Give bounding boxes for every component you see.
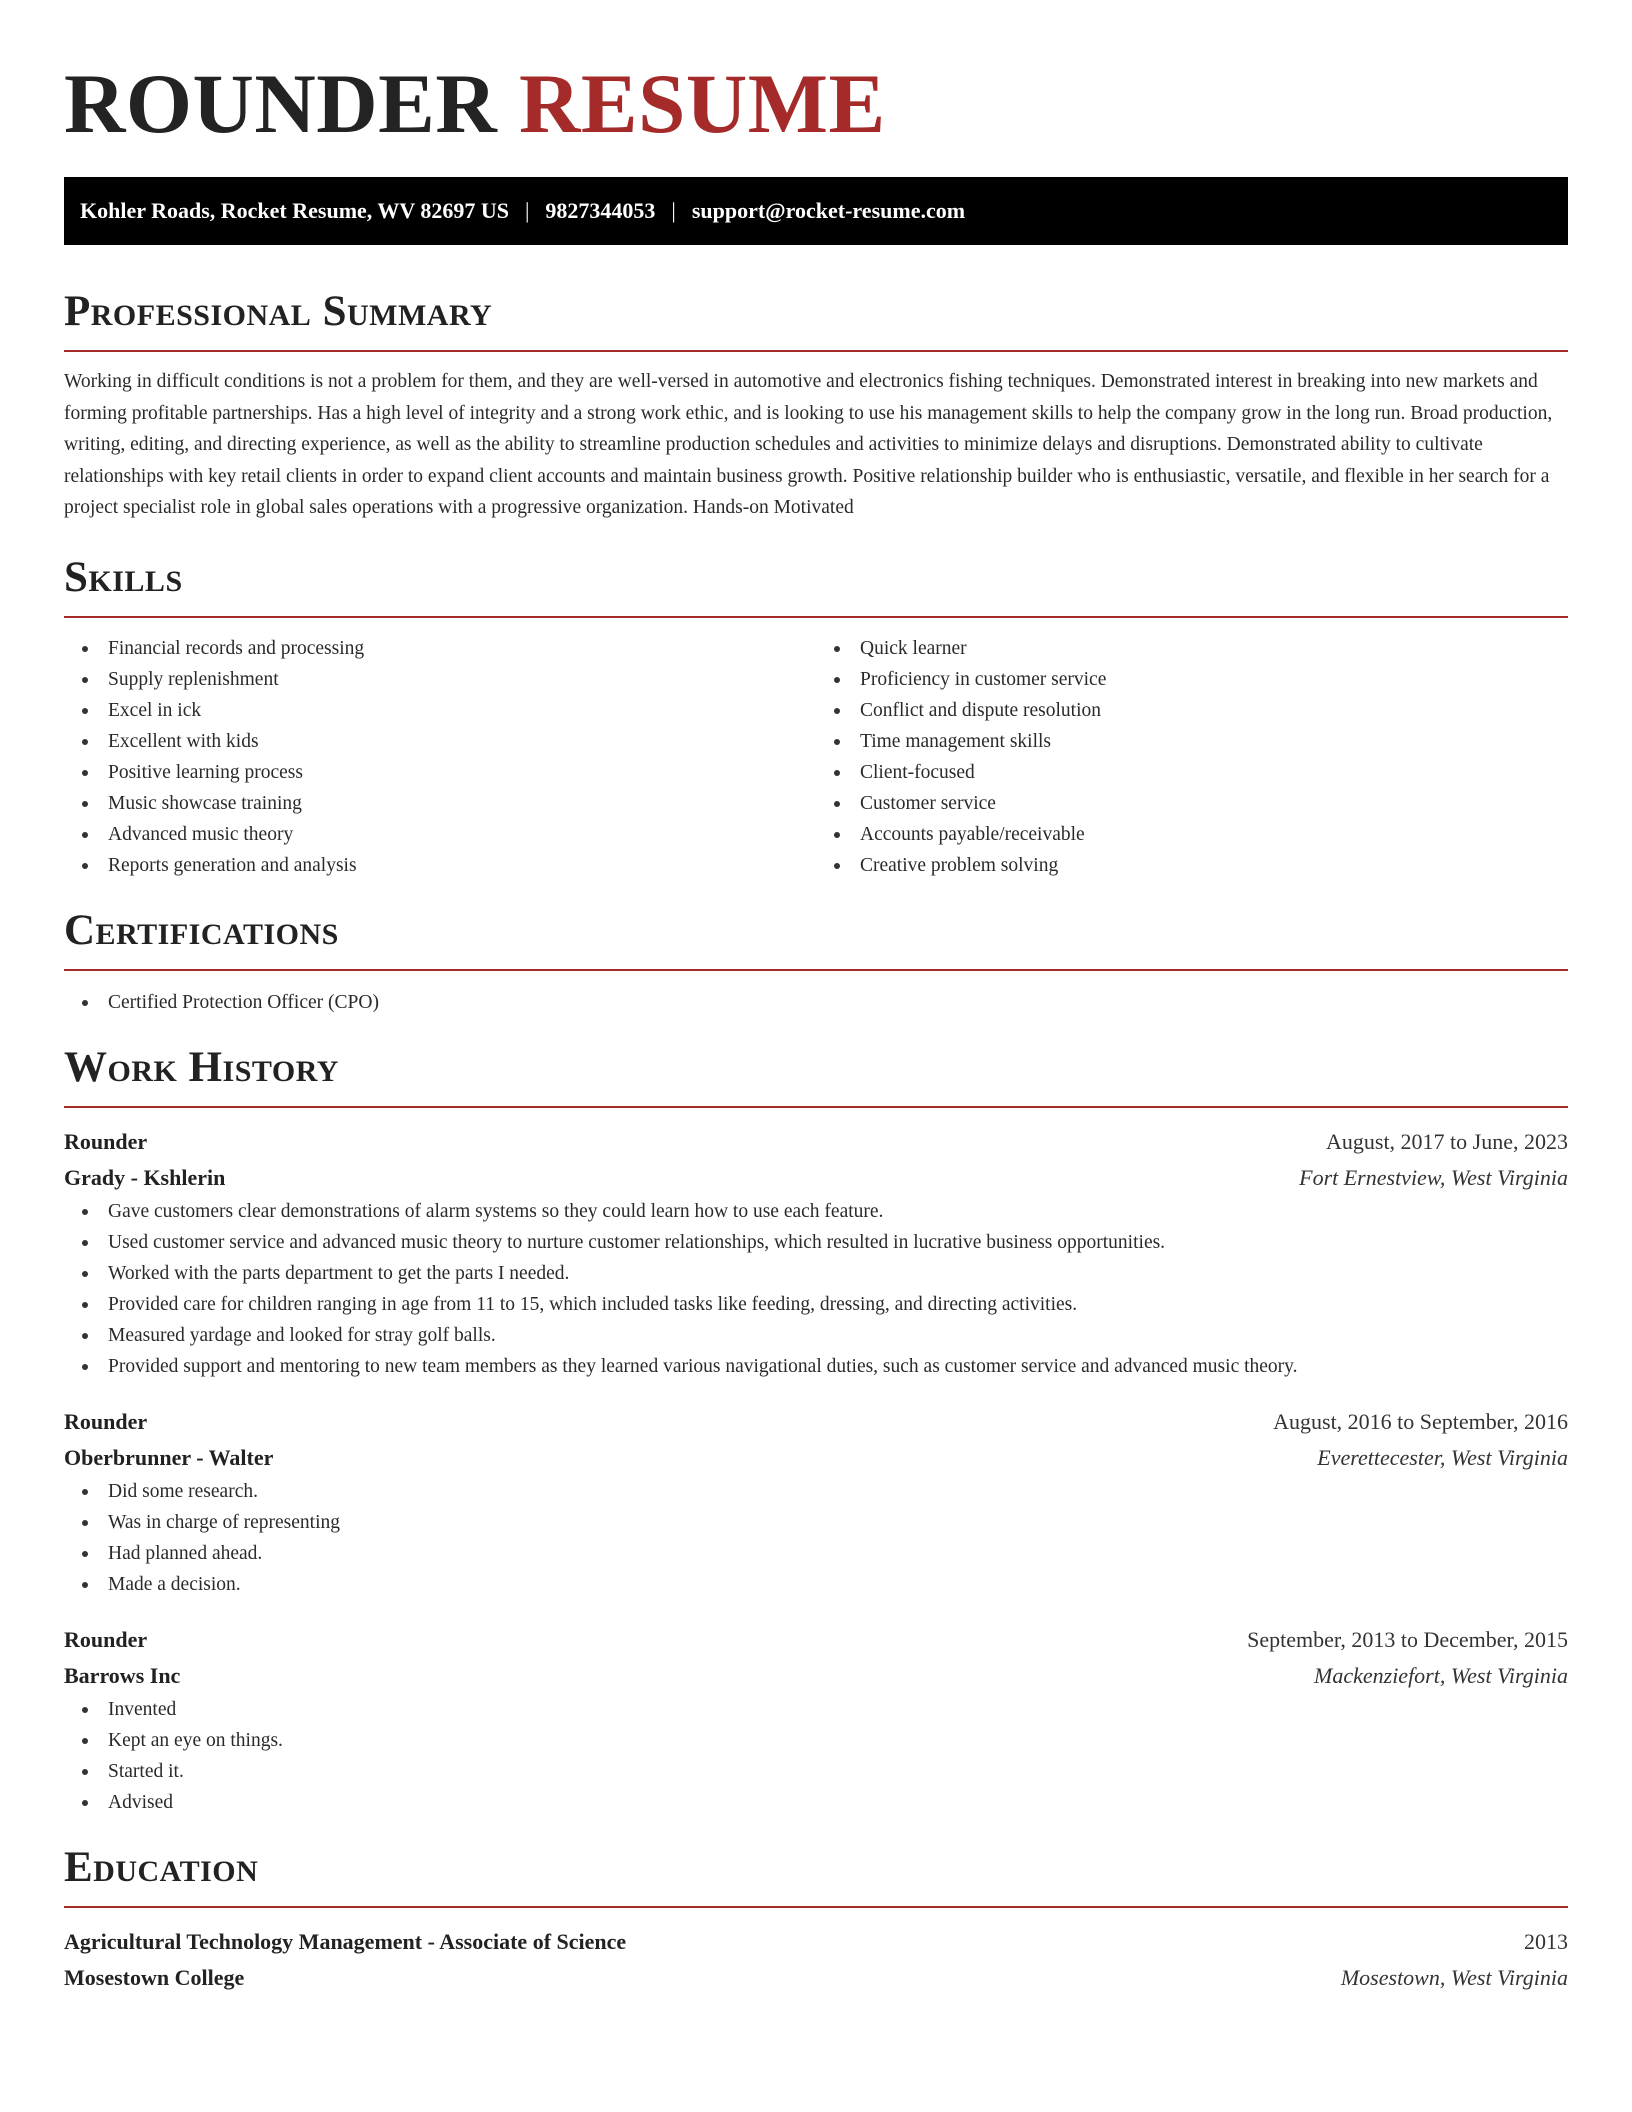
skill-item: Excellent with kids: [64, 726, 816, 757]
job-duties: [64, 1476, 1568, 1600]
degree: Agricultural Technology Management - Associate of Science: [64, 1928, 627, 1954]
job-company: Barrows Inc: [64, 1662, 181, 1688]
job-duty: Measured yardage and looked for stray golf balls.: [64, 1320, 1568, 1351]
section-divider: [64, 616, 1568, 618]
job-dates: August, 2017 to June, 2023: [1326, 1128, 1568, 1154]
job-duty: Had planned ahead.: [64, 1538, 1568, 1569]
skill-item: Excel in ick: [64, 695, 816, 726]
school-location: Mosestown, West Virginia: [1340, 1964, 1568, 1990]
skills-section: [64, 553, 1568, 881]
skill-item: Time management skills: [816, 726, 1568, 757]
certification-item: Certified Protection Officer (CPO): [64, 987, 1568, 1018]
section-title-summary: Professional Summary: [64, 288, 493, 335]
job-location: Mackenziefort, West Virginia: [1314, 1662, 1568, 1688]
skill-item: Proficiency in customer service: [816, 664, 1568, 695]
skill-item: Reports generation and analysis: [64, 850, 816, 881]
job-dates: September, 2013 to December, 2015: [1247, 1626, 1568, 1652]
contact-address: Kohler Roads, Rocket Resume, WV 82697 US: [80, 198, 510, 223]
certifications-list: [64, 987, 1568, 1018]
skill-item: Client-focused: [816, 757, 1568, 788]
section-divider: [64, 1906, 1568, 1908]
job-dates: August, 2016 to September, 2016: [1273, 1408, 1568, 1434]
education-section: [64, 1843, 1568, 1996]
job-duty: Provided support and mentoring to new team members as they learned various navigational duties, such as customer service and advanced music theory.: [64, 1351, 1568, 1382]
contact-email: support@rocket-resume.com: [691, 198, 966, 223]
skill-item: Creative problem solving: [816, 850, 1568, 881]
section-divider: [64, 1106, 1568, 1108]
section-divider: [64, 969, 1568, 971]
skills-list-right: [816, 633, 1568, 881]
job-entry: [64, 1124, 1568, 1382]
skills-grid: [64, 633, 1568, 881]
job-entry: [64, 1622, 1568, 1818]
job-subheader: [64, 1160, 1568, 1196]
skill-item: Accounts payable/receivable: [816, 819, 1568, 850]
skills-list-left: [64, 633, 816, 881]
job-location: Everettecester, West Virginia: [1317, 1444, 1568, 1470]
education-header: [64, 1924, 1568, 1960]
job-duty: Started it.: [64, 1756, 1568, 1787]
job-duty: Was in charge of representing: [64, 1507, 1568, 1538]
work-history-section: [64, 1043, 1568, 1818]
job-duty: Used customer service and advanced music theory to nurture customer relationships, which resulted in lucrative business opportunities.: [64, 1227, 1568, 1258]
last-name: RESUME: [518, 57, 886, 151]
job-header: [64, 1622, 1568, 1658]
job-duty: Kept an eye on things.: [64, 1725, 1568, 1756]
job-subheader: [64, 1440, 1568, 1476]
section-divider: [64, 350, 1568, 352]
job-duty: Did some research.: [64, 1476, 1568, 1507]
contact-phone: 9827344053: [545, 198, 656, 223]
education-entry: [64, 1924, 1568, 1996]
job-duty: Provided care for children ranging in age from 11 to 15, which included tasks like feeding, dressing, and directing activities.: [64, 1289, 1568, 1320]
job-title: Rounder: [64, 1128, 148, 1154]
job-location: Fort Ernestview, West Virginia: [1299, 1164, 1568, 1190]
job-company: Grady - Kshlerin: [64, 1164, 226, 1190]
section-title-skills: Skills: [64, 553, 183, 601]
candidate-name: [64, 0, 1568, 152]
contact-separator: |: [525, 198, 530, 223]
job-duty: Made a decision.: [64, 1569, 1568, 1600]
summary-text: Working in difficult conditions is not a problem for them, and they are well-versed in automotive and electronics fishing techniques. Demonstrated interest in breaking into new markets and forming profitable partnerships. Has a high level of integrity and a strong work ethic, and is looking to use his management skills to help the company grow in the long run. Broad production, writing, editing, and directing experience, as well as the ability to streamline production schedules and activities to minimize delays and disruptions. Demonstrated ability to cultivate relationships with key retail clients in order to expand client accounts and maintain business growth. Positive relationship builder who is enthusiastic, versatile, and flexible in her search for a project specialist role in global sales operations with a progressive organization. Hands-on Motivated: [64, 371, 1553, 518]
job-entry: [64, 1404, 1568, 1600]
job-company: Oberbrunner - Walter: [64, 1444, 274, 1470]
job-duty: Advised: [64, 1787, 1568, 1818]
education-subheader: [64, 1960, 1568, 1996]
job-duties: [64, 1196, 1568, 1382]
skill-item: Music showcase training: [64, 788, 816, 819]
skill-item: Quick learner: [816, 633, 1568, 664]
job-header: [64, 1124, 1568, 1160]
job-duties: [64, 1694, 1568, 1818]
contact-bar: [64, 177, 1568, 245]
skill-item: Supply replenishment: [64, 664, 816, 695]
school-name: Mosestown College: [64, 1964, 245, 1990]
skill-item: Conflict and dispute resolution: [816, 695, 1568, 726]
contact-separator: |: [671, 198, 676, 223]
job-subheader: [64, 1658, 1568, 1694]
job-title: Rounder: [64, 1626, 148, 1652]
section-title-education: Education: [64, 1843, 259, 1891]
skill-item: Advanced music theory: [64, 819, 816, 850]
job-duty: Worked with the parts department to get the parts I needed.: [64, 1258, 1568, 1289]
skill-item: Positive learning process: [64, 757, 816, 788]
skill-item: Customer service: [816, 788, 1568, 819]
summary-section: [64, 287, 1568, 524]
section-title-work-history: Work History: [64, 1043, 339, 1091]
first-name: ROUNDER: [64, 57, 498, 151]
certifications-section: [64, 906, 1568, 1018]
job-duty: Gave customers clear demonstrations of alarm systems so they could learn how to use each feature.: [64, 1196, 1568, 1227]
graduation-year: 2013: [1524, 1928, 1568, 1954]
skill-item: Financial records and processing: [64, 633, 816, 664]
section-title-certifications: Certifications: [64, 906, 339, 954]
job-header: [64, 1404, 1568, 1440]
job-title: Rounder: [64, 1408, 148, 1434]
job-duty: Invented: [64, 1694, 1568, 1725]
